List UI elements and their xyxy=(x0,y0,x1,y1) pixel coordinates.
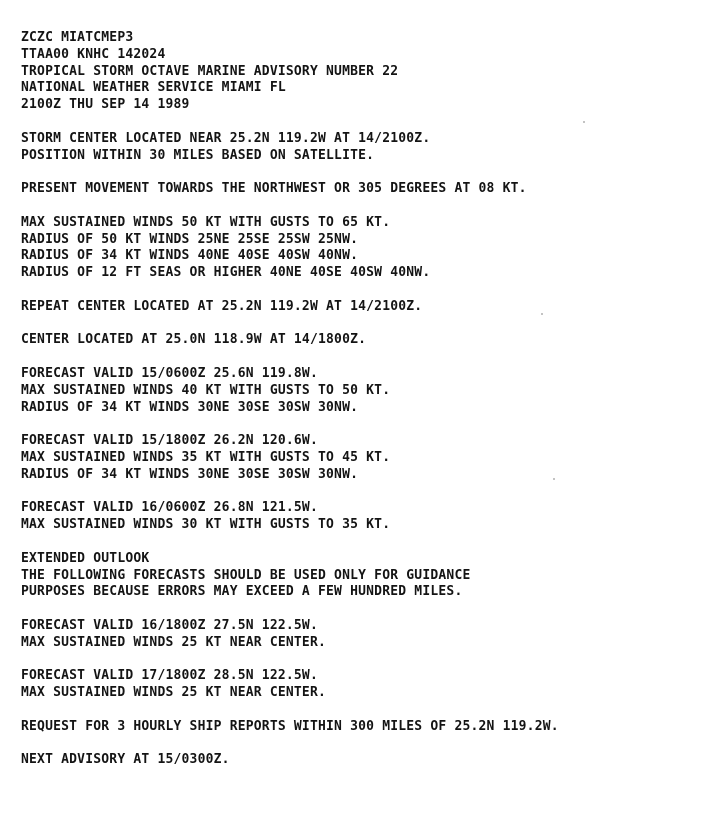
movement-line: PRESENT MOVEMENT TOWARDS THE NORTHWEST OR 305 DEGREES AT 08 KT. xyxy=(21,181,527,197)
forecast-block-2 xyxy=(21,433,701,483)
forecast-radius-line: RADIUS OF 34 KT WINDS 30NE 30SE 30SW 30NW. xyxy=(21,399,359,415)
forecast-block-3 xyxy=(21,500,701,534)
advisory-title: TROPICAL STORM OCTAVE MARINE ADVISORY NUMBER 22 xyxy=(21,63,399,79)
forecast-radius-line: RADIUS OF 34 KT WINDS 30NE 30SE 30SW 30NW. xyxy=(21,466,359,482)
forecast-block-5 xyxy=(21,668,701,702)
movement-block xyxy=(21,181,701,198)
scan-speck xyxy=(541,313,543,315)
forecast-winds-line: MAX SUSTAINED WINDS 25 KT NEAR CENTER. xyxy=(21,685,327,701)
forecast-winds-line: MAX SUSTAINED WINDS 40 KT WITH GUSTS TO 50 KT. xyxy=(21,382,391,398)
ship-request-line: REQUEST FOR 3 HOURLY SHIP REPORTS WITHIN 300 MILES OF 25.2N 119.2W. xyxy=(21,718,559,734)
issue-time: 2100Z THU SEP 14 1989 xyxy=(21,97,190,113)
extended-outlook-heading: EXTENDED OUTLOOK xyxy=(21,550,150,566)
forecast-winds-line: MAX SUSTAINED WINDS 25 KT NEAR CENTER. xyxy=(21,634,327,650)
repeat-center-line: REPEAT CENTER LOCATED AT 25.2N 119.2W AT 14/2100Z. xyxy=(21,298,423,314)
header-block xyxy=(21,30,701,114)
ship-request-block xyxy=(21,719,701,736)
forecast-valid-line: FORECAST VALID 15/0600Z 25.6N 119.8W. xyxy=(21,365,318,381)
next-advisory-line: NEXT ADVISORY AT 15/0300Z. xyxy=(21,752,230,768)
storm-center-line: STORM CENTER LOCATED NEAR 25.2N 119.2W AT 14/2100Z. xyxy=(21,130,431,146)
advisory-document xyxy=(21,30,701,786)
issuing-office: NATIONAL WEATHER SERVICE MIAMI FL xyxy=(21,80,286,96)
winds-block xyxy=(21,215,701,282)
forecast-winds-line: MAX SUSTAINED WINDS 30 KT WITH GUSTS TO 35 KT. xyxy=(21,517,391,533)
wmo-header-line: TTAA00 KNHC 142024 xyxy=(21,46,166,62)
forecast-block-4 xyxy=(21,618,701,652)
repeat-center-block xyxy=(21,299,701,316)
forecast-valid-line: FORECAST VALID 15/1800Z 26.2N 120.6W. xyxy=(21,433,318,449)
prior-center-line: CENTER LOCATED AT 25.0N 118.9W AT 14/1800Z. xyxy=(21,332,367,348)
next-advisory-block xyxy=(21,752,701,769)
forecast-valid-line: FORECAST VALID 17/1800Z 28.5N 122.5W. xyxy=(21,668,318,684)
radius-50kt-line: RADIUS OF 50 KT WINDS 25NE 25SE 25SW 25NW. xyxy=(21,231,359,247)
forecast-valid-line: FORECAST VALID 16/0600Z 26.8N 121.5W. xyxy=(21,500,318,516)
extended-outlook-note: THE FOLLOWING FORECASTS SHOULD BE USED ONLY FOR GUIDANCE xyxy=(21,567,471,583)
scan-speck xyxy=(583,121,585,123)
bulletin-id-line: ZCZC MIATCMEP3 xyxy=(21,30,134,45)
radius-seas-line: RADIUS OF 12 FT SEAS OR HIGHER 40NE 40SE 40SW 40NW. xyxy=(21,265,431,281)
scan-speck xyxy=(553,478,555,480)
extended-outlook-block xyxy=(21,551,701,601)
max-winds-line: MAX SUSTAINED WINDS 50 KT WITH GUSTS TO 65 KT. xyxy=(21,214,391,230)
prior-center-block xyxy=(21,332,701,349)
storm-center-block xyxy=(21,131,701,165)
radius-34kt-line: RADIUS OF 34 KT WINDS 40NE 40SE 40SW 40NW. xyxy=(21,248,359,264)
forecast-winds-line: MAX SUSTAINED WINDS 35 KT WITH GUSTS TO 45 KT. xyxy=(21,449,391,465)
forecast-valid-line: FORECAST VALID 16/1800Z 27.5N 122.5W. xyxy=(21,617,318,633)
forecast-block-1 xyxy=(21,366,701,416)
position-accuracy-line: POSITION WITHIN 30 MILES BASED ON SATELLITE. xyxy=(21,147,375,163)
extended-outlook-note: PURPOSES BECAUSE ERRORS MAY EXCEED A FEW HUNDRED MILES. xyxy=(21,584,463,600)
